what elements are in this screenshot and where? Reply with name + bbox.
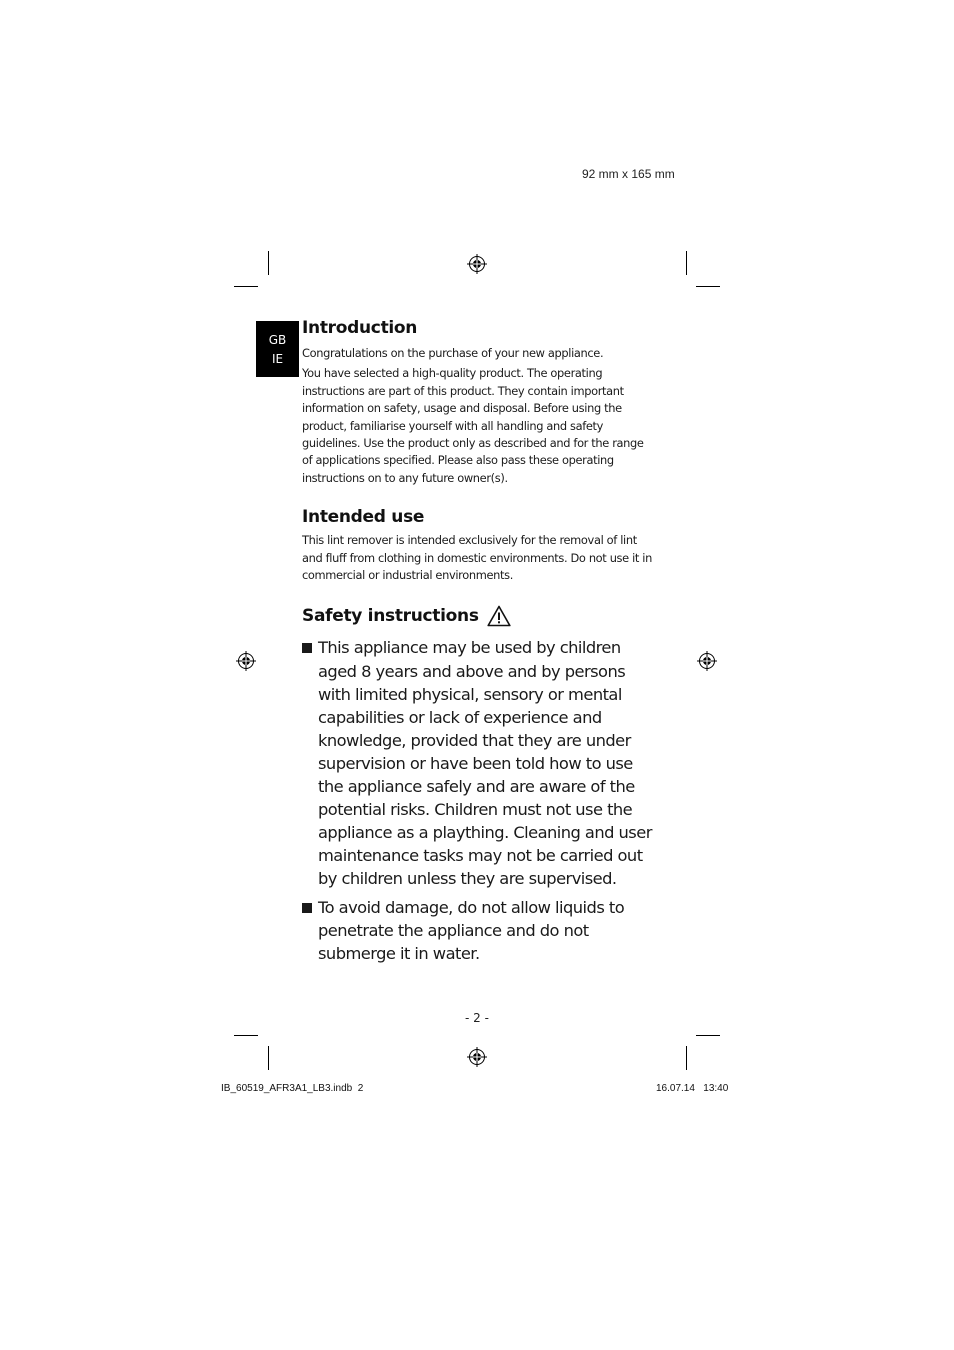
language-code: GB <box>268 333 287 347</box>
section-title-safety <box>302 605 654 627</box>
list-item <box>302 896 654 965</box>
footer-date-info <box>656 1083 728 1094</box>
safety-title-text: Safety instructions <box>302 606 479 627</box>
section-title-intended-use: Intended use <box>302 507 425 528</box>
crop-mark <box>686 1046 687 1070</box>
safety-bullet-list <box>302 636 654 964</box>
crop-mark <box>696 286 720 287</box>
crop-mark <box>686 251 687 275</box>
page-number: - 2 - <box>465 1011 489 1025</box>
registration-mark-icon <box>467 1047 487 1067</box>
registration-mark-icon <box>467 254 487 274</box>
crop-mark <box>268 1046 269 1070</box>
introduction-paragraph: Congratulations on the purchase of your new appliance. <box>302 346 604 360</box>
introduction-paragraph: You have selected a high-quality product. The operating instructions are part of this product. They contain important information on safety, usage and disposal. Before using the product, familiarise yourself with all handling and safety guidelines. Use the product only as described and for the range of applications specified. Please also pass these operating instructions on to any future owner(s). <box>302 366 644 485</box>
registration-mark-icon <box>697 651 717 671</box>
language-code: IE <box>271 352 284 366</box>
content-column <box>302 316 654 965</box>
crop-mark <box>696 1035 720 1036</box>
file-name: IB_60519_AFR3A1_LB3.indb <box>221 1083 353 1094</box>
warning-triangle-icon <box>487 605 511 627</box>
intended-use-paragraph: This lint remover is intended exclusively for the removal of lint and fluff from clothing in domestic environments. Do not use it in commercial or industrial environments. <box>302 533 652 583</box>
safety-bullet-text: This appliance may be used by children aged 8 years and above and by persons with limited physical, sensory or mental capabilities or lack of experience and knowledge, provided that they are under supervision or have been told how to use the appliance safely and are aware of the potential risks. Children must not use the appliance as a plaything. Cleaning and user maintenance tasks may not be carried out by children unless they are supervised. <box>318 638 652 889</box>
language-tab <box>256 321 299 377</box>
footer-file-info <box>221 1083 363 1094</box>
list-item <box>302 636 654 890</box>
crop-mark <box>268 251 269 275</box>
registration-mark-icon <box>236 651 256 671</box>
crop-mark <box>234 1035 258 1036</box>
print-date: 16.07.14 <box>656 1083 695 1094</box>
file-page: 2 <box>357 1083 364 1094</box>
section-title-introduction: Introduction <box>302 318 418 338</box>
safety-bullet-text: To avoid damage, do not allow liquids to penetrate the appliance and do not submerge it in water. <box>318 897 625 963</box>
bullet-square-icon <box>302 643 312 653</box>
page-size-note: 92 mm x 165 mm <box>582 167 675 181</box>
print-time: 13:40 <box>703 1083 729 1094</box>
crop-mark <box>234 286 258 287</box>
bullet-square-icon <box>302 903 312 913</box>
